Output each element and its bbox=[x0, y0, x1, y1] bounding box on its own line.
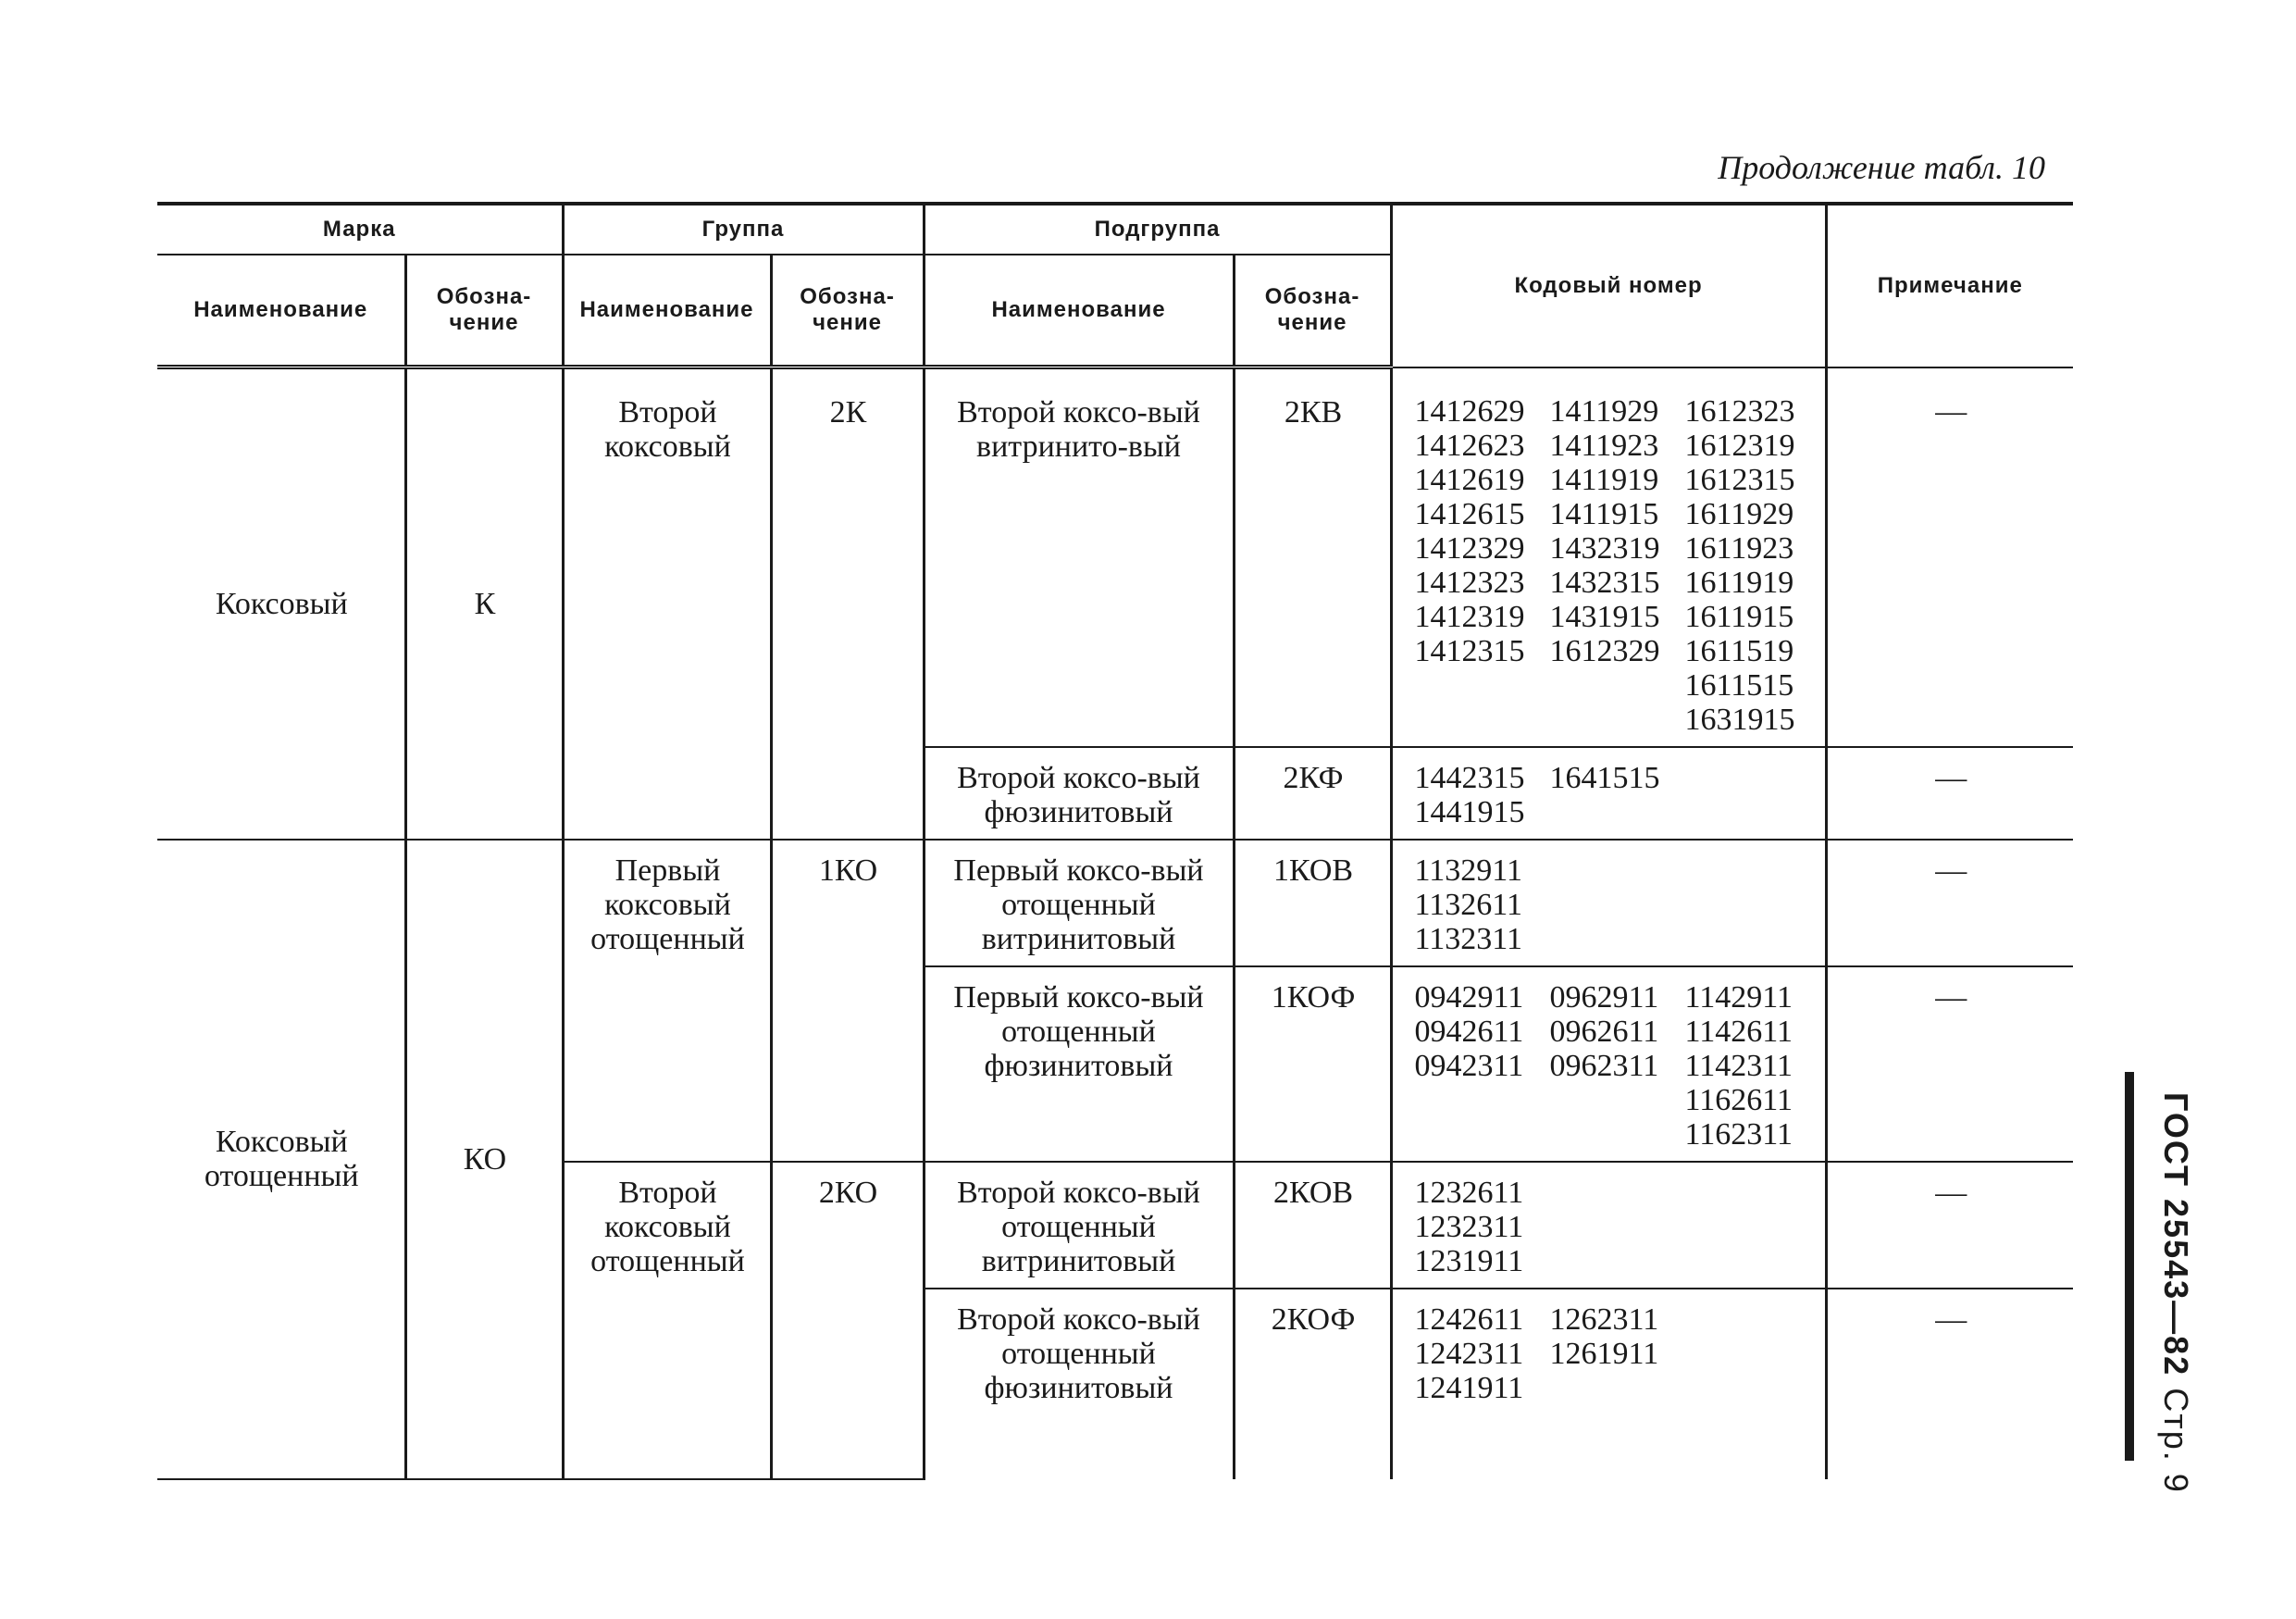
code-number: 1631915 bbox=[1684, 702, 1795, 737]
code-numbers-list bbox=[1415, 1176, 1816, 1278]
sub-name-cell: Второй коксо-вый отощенный витринитовый bbox=[924, 1162, 1234, 1289]
code-number: 1611919 bbox=[1684, 565, 1794, 600]
code-number: 1412323 bbox=[1414, 565, 1525, 600]
code-number: 0962611 bbox=[1549, 1014, 1659, 1049]
marka-name-cell: Коксовый отощенный bbox=[157, 840, 405, 1479]
note-cell: — bbox=[1826, 840, 2073, 966]
marka-code-cell: КО bbox=[405, 840, 563, 1479]
code-numbers-cell bbox=[1391, 966, 1826, 1162]
margin-rule bbox=[2125, 1072, 2134, 1461]
table-row bbox=[157, 367, 2073, 747]
group-code-cell: 2КО bbox=[771, 1162, 924, 1479]
code-number: 1231911 bbox=[1414, 1243, 1524, 1278]
header-row-groups bbox=[157, 204, 2073, 255]
code-number bbox=[1415, 1083, 1545, 1117]
code-numbers-cell bbox=[1391, 1289, 1826, 1479]
table-row bbox=[157, 840, 2073, 966]
sub-code-cell: 2КОВ bbox=[1234, 1162, 1391, 1289]
code-number bbox=[1550, 1244, 1680, 1278]
code-numbers-cell bbox=[1391, 840, 1826, 966]
code-number: 1412619 bbox=[1414, 462, 1525, 497]
code-number bbox=[1415, 1117, 1545, 1152]
code-number bbox=[1550, 1210, 1680, 1244]
code-number: 1412615 bbox=[1414, 496, 1525, 531]
header-group-name: Наименование bbox=[563, 255, 771, 367]
code-number: 1432319 bbox=[1549, 530, 1660, 566]
note-cell: — bbox=[1826, 1289, 2073, 1479]
code-number: 1132611 bbox=[1414, 887, 1523, 922]
note-cell: — bbox=[1826, 367, 2073, 747]
code-number bbox=[1550, 853, 1680, 888]
code-number: 1142311 bbox=[1684, 1048, 1793, 1083]
sub-name-cell: Второй коксо-вый отощенный фюзинитовый bbox=[924, 1289, 1234, 1479]
code-number bbox=[1685, 1210, 1815, 1244]
header-marka: Марка bbox=[157, 204, 563, 255]
code-number: 1411923 bbox=[1549, 428, 1659, 463]
code-number bbox=[1550, 1176, 1680, 1210]
code-number: 1261911 bbox=[1549, 1336, 1659, 1371]
code-number bbox=[1550, 703, 1680, 737]
marka-name-cell: Коксовый bbox=[157, 367, 405, 840]
header-group-code: Обозна-чение bbox=[771, 255, 924, 367]
code-number: 1612319 bbox=[1684, 428, 1795, 463]
code-number: 1431915 bbox=[1549, 599, 1660, 634]
page-number: Стр. 9 bbox=[2157, 1388, 2195, 1494]
sub-name-cell: Первый коксо-вый отощенный фюзинитовый bbox=[924, 966, 1234, 1162]
code-numbers-cell bbox=[1391, 747, 1826, 840]
code-number: 1142611 bbox=[1684, 1014, 1793, 1049]
header-kod: Кодовый номер bbox=[1391, 204, 1826, 367]
code-number: 1612329 bbox=[1549, 633, 1660, 668]
table-continuation-caption: Продолжение табл. 10 bbox=[1718, 149, 2045, 186]
code-number: 1612323 bbox=[1684, 393, 1795, 429]
code-number: 1412329 bbox=[1414, 530, 1525, 566]
code-number: 0962311 bbox=[1549, 1048, 1659, 1083]
code-number bbox=[1685, 1371, 1815, 1405]
code-number: 1241911 bbox=[1414, 1370, 1524, 1405]
code-number: 1412629 bbox=[1414, 393, 1525, 429]
sub-code-cell: 2КВ bbox=[1234, 367, 1391, 747]
note-cell: — bbox=[1826, 1162, 2073, 1289]
code-number: 1411929 bbox=[1549, 393, 1659, 429]
header-marka-name: Наименование bbox=[157, 255, 405, 367]
code-number: 1411915 bbox=[1549, 496, 1659, 531]
code-number: 1442315 bbox=[1414, 760, 1525, 795]
code-number: 0942311 bbox=[1414, 1048, 1524, 1083]
header-sub-code: Обозна-чение bbox=[1234, 255, 1391, 367]
code-number: 1162611 bbox=[1684, 1082, 1793, 1117]
group-name-cell: Второй коксовый bbox=[563, 367, 771, 840]
group-code-cell: 2К bbox=[771, 367, 924, 840]
header-sub-name: Наименование bbox=[924, 255, 1234, 367]
code-number: 1242611 bbox=[1414, 1301, 1524, 1337]
code-numbers-list bbox=[1415, 853, 1816, 956]
code-number: 0942911 bbox=[1414, 979, 1524, 1015]
code-numbers-list bbox=[1415, 980, 1816, 1152]
header-gruppa: Группа bbox=[563, 204, 924, 255]
code-number: 1412319 bbox=[1414, 599, 1525, 634]
code-number: 1611515 bbox=[1684, 667, 1794, 703]
code-number bbox=[1550, 668, 1680, 703]
code-number bbox=[1685, 922, 1815, 956]
code-number bbox=[1685, 853, 1815, 888]
code-number bbox=[1550, 922, 1680, 956]
code-number: 1412315 bbox=[1414, 633, 1525, 668]
group-code-cell: 1КО bbox=[771, 840, 924, 1162]
header-podgruppa: Подгруппа bbox=[924, 204, 1391, 255]
code-number: 1611923 bbox=[1684, 530, 1794, 566]
code-number bbox=[1550, 795, 1680, 829]
code-number: 1262311 bbox=[1549, 1301, 1659, 1337]
group-name-cell: Второй коксовый отощенный bbox=[563, 1162, 771, 1479]
code-number bbox=[1685, 795, 1815, 829]
code-number: 1412623 bbox=[1414, 428, 1525, 463]
code-numbers-cell bbox=[1391, 367, 1826, 747]
coal-classification-table bbox=[157, 202, 2073, 1480]
code-number bbox=[1685, 761, 1815, 795]
code-numbers-list bbox=[1415, 394, 1816, 737]
code-number bbox=[1415, 703, 1545, 737]
code-number: 0962911 bbox=[1549, 979, 1659, 1015]
header-marka-code: Обозна-чение bbox=[405, 255, 563, 367]
code-number: 1232611 bbox=[1414, 1175, 1524, 1210]
code-number: 1142911 bbox=[1684, 979, 1793, 1015]
sub-name-cell: Второй коксо-вый фюзинитовый bbox=[924, 747, 1234, 840]
code-number: 1132311 bbox=[1414, 921, 1523, 956]
code-number bbox=[1550, 888, 1680, 922]
code-number: 1612315 bbox=[1684, 462, 1795, 497]
code-number: 1611519 bbox=[1684, 633, 1794, 668]
code-numbers-cell bbox=[1391, 1162, 1826, 1289]
note-cell: — bbox=[1826, 747, 2073, 840]
code-number: 1132911 bbox=[1414, 853, 1523, 888]
marka-code-cell: К bbox=[405, 367, 563, 840]
standard-page-label bbox=[2156, 1092, 2195, 1494]
code-number: 1162311 bbox=[1684, 1116, 1793, 1152]
code-number bbox=[1685, 1302, 1815, 1337]
sub-code-cell: 1КОФ bbox=[1234, 966, 1391, 1162]
note-cell: — bbox=[1826, 966, 2073, 1162]
code-numbers-list bbox=[1415, 1302, 1816, 1405]
sub-name-cell: Второй коксо-вый витринито-вый bbox=[924, 367, 1234, 747]
code-number: 1641515 bbox=[1549, 760, 1660, 795]
code-number bbox=[1685, 1244, 1815, 1278]
code-number bbox=[1550, 1371, 1680, 1405]
code-number: 1232311 bbox=[1414, 1209, 1524, 1244]
sub-code-cell: 2КФ bbox=[1234, 747, 1391, 840]
code-number: 1611929 bbox=[1684, 496, 1794, 531]
code-number: 1432315 bbox=[1549, 565, 1660, 600]
sub-code-cell: 2КОФ bbox=[1234, 1289, 1391, 1479]
code-number: 1611915 bbox=[1684, 599, 1794, 634]
code-number bbox=[1415, 668, 1545, 703]
code-number bbox=[1550, 1117, 1680, 1152]
code-numbers-list bbox=[1415, 761, 1816, 829]
code-number bbox=[1685, 888, 1815, 922]
code-number: 1441915 bbox=[1414, 794, 1525, 829]
code-number bbox=[1685, 1176, 1815, 1210]
standard-number: ГОСТ 25543—82 bbox=[2157, 1092, 2195, 1377]
code-number: 1411919 bbox=[1549, 462, 1659, 497]
code-number bbox=[1550, 1083, 1680, 1117]
code-number: 1242311 bbox=[1414, 1336, 1524, 1371]
code-number: 0942611 bbox=[1414, 1014, 1524, 1049]
sub-code-cell: 1КОВ bbox=[1234, 840, 1391, 966]
header-primechanie: Примечание bbox=[1826, 204, 2073, 367]
group-name-cell: Первый коксовый отощенный bbox=[563, 840, 771, 1162]
sub-name-cell: Первый коксо-вый отощенный витринитовый bbox=[924, 840, 1234, 966]
code-number bbox=[1685, 1337, 1815, 1371]
